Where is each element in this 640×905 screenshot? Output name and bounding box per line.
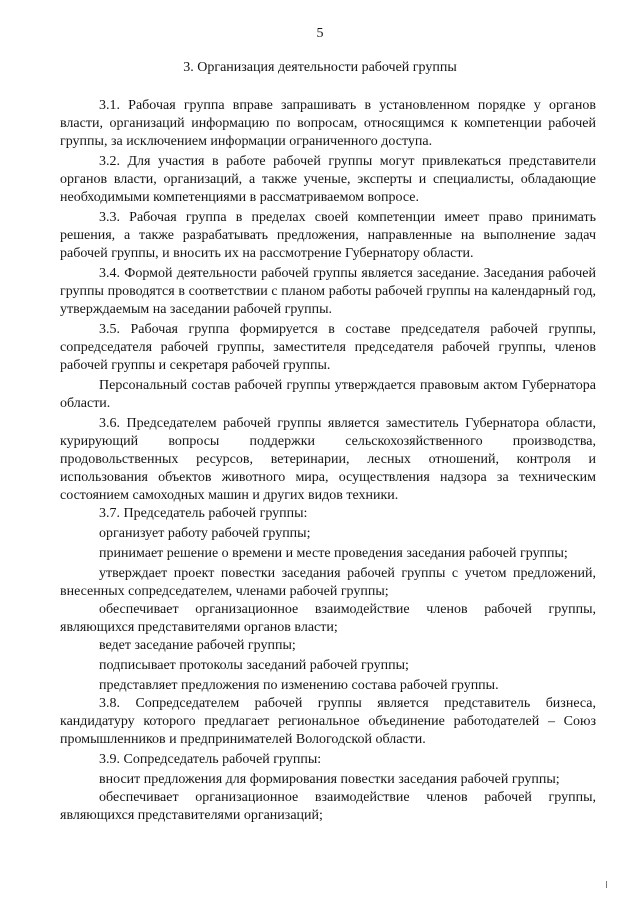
list-item-ensures-interaction-authorities: обеспечивает организационное взаимодействие членов рабочей группы, являющихся представителями органов власти; <box>60 602 596 635</box>
paragraph-3-4: 3.4. Формой деятельности рабочей группы является заседание. Заседания рабочей группы проводятся в соответствии с планом работы рабочей группы на календарный год, утверждаемым на заседании рабочей группы. <box>60 266 596 317</box>
paragraph-personal-composition: Персональный состав рабочей группы утверждается правовым актом Губернатора области. <box>60 378 596 411</box>
list-item-submits-agenda-proposals: вносит предложения для формирования повестки заседания рабочей группы; <box>99 772 560 787</box>
paragraph-3-6: 3.6. Председателем рабочей группы является заместитель Губернатора области, курирующий вопросы поддержки сельскохозяйственного производства, продовольственных ресурсов, ветеринарии, лесных отношений, контроля и использования объектов животного мира, осуществления надзора за техническим состоянием самоходных машин и других видов техники. <box>60 416 596 503</box>
paragraph-3-8: 3.8. Сопредседателем рабочей группы является представитель бизнеса, кандидатуру которого предлагает региональное объединение работодателей – Союз промышленников и предпринимателей Вологодской области. <box>60 696 596 747</box>
section-title: 3. Организация деятельности рабочей группы <box>183 60 457 75</box>
paragraph-3-1: 3.1. Рабочая группа вправе запрашивать в установленном порядке у органов власти, организаций информацию по вопросам, относящимся к компетенции рабочей группы, за исключением информации ограниченного доступа. <box>60 98 596 149</box>
paragraph-3-9: 3.9. Сопредседатель рабочей группы: <box>99 752 322 767</box>
list-item-presents-proposals: представляет предложения по изменению состава рабочей группы. <box>99 678 499 693</box>
page-number: 5 <box>316 26 324 41</box>
paragraph-3-7: 3.7. Председатель рабочей группы: <box>99 506 308 521</box>
paragraph-3-2: 3.2. Для участия в работе рабочей группы могут привлекаться представители органов власти, организаций, а также ученые, эксперты и специалисты, обладающие необходимыми компетенциями в рассматриваемом вопросе. <box>60 154 596 205</box>
document-body <box>60 97 596 825</box>
paragraph-3-5: 3.5. Рабочая группа формируется в составе председателя рабочей группы, сопредседателя рабочей группы, заместителя председателя рабочей группы, членов рабочей группы и секретаря рабочей группы. <box>60 322 596 373</box>
list-item-signs-protocols: подписывает протоколы заседаний рабочей группы; <box>99 658 409 673</box>
list-item-decides-time-place: принимает решение о времени и месте проведения заседания рабочей группы; <box>99 546 568 561</box>
paragraph-3-3: 3.3. Рабочая группа в пределах своей компетенции имеет право принимать решения, а также разрабатывать предложения, направленные на выполнение задач рабочей группы, и вносить их на рассмотрение Губернатору области. <box>60 210 596 261</box>
scan-mark <box>606 881 607 888</box>
list-item-organizes-work: организует работу рабочей группы; <box>99 526 311 541</box>
list-item-conducts-meeting: ведет заседание рабочей группы; <box>99 638 296 653</box>
list-item-approves-agenda: утверждает проект повестки заседания рабочей группы с учетом предложений, внесенных сопредседателем, членами рабочей группы; <box>60 566 596 599</box>
list-item-ensures-interaction-organizations: обеспечивает организационное взаимодействие членов рабочей группы, являющихся представителями организаций; <box>60 790 596 823</box>
